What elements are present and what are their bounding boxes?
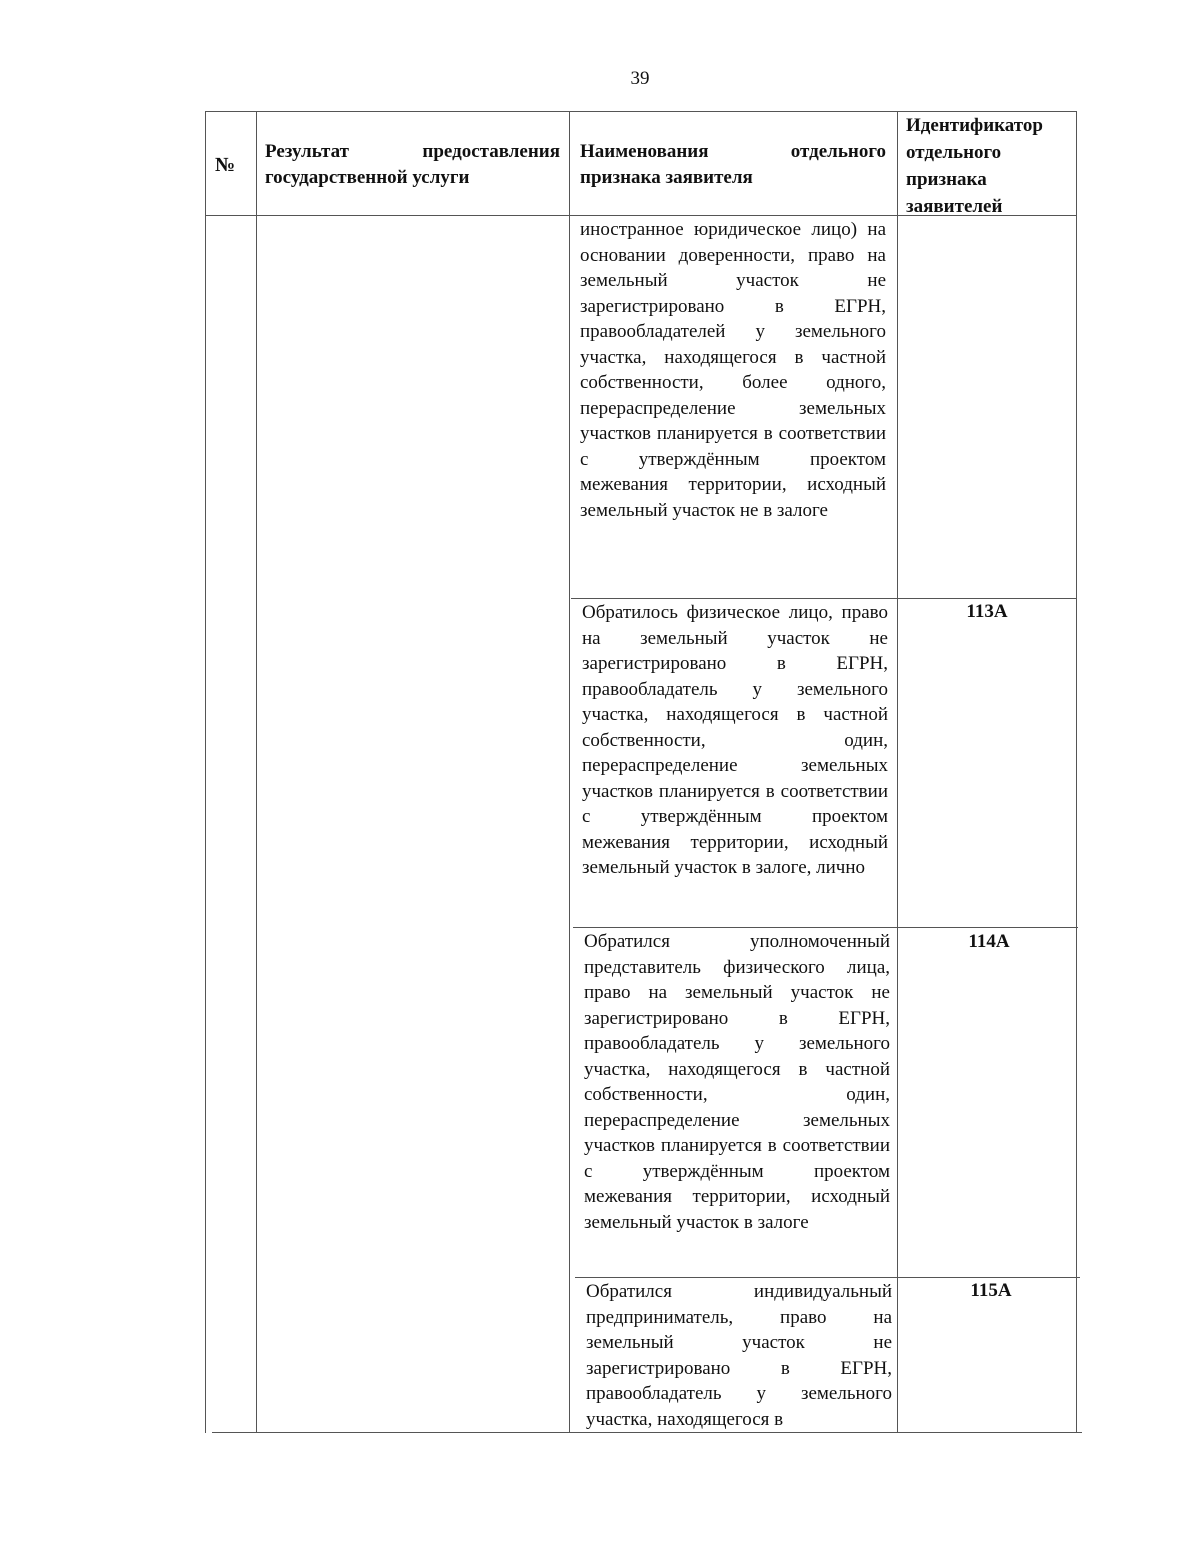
column-divider-num	[256, 111, 257, 1433]
header-feature-name: Наименования отдельного признака заявителя	[580, 141, 886, 188]
column-divider-name	[897, 111, 898, 1433]
feature-text-row-2: Обратилось физическое лицо, право на земельный участок не зарегистрировано в ЕГРН, правообладатель у земельного участка, находящегося в частной собственности, один, перераспределение земельных участков планируется в соответствии с утверждённым проектом межевания территории, исходный земельный участок в залоге, лично	[582, 602, 888, 878]
row-separator-2	[573, 927, 1078, 928]
row-separator-3	[575, 1277, 1080, 1278]
feature-text-row-1: иностранное юридическое лицо) на основании доверенности, право на земельный участок не зарегистрировано в ЕГРН, правообладателей у земельного участка, находящегося в частной собственности, более одного, перераспределение земельных участков планируется в соответствии с утверждённым проектом межевания территории, исходный земельный участок не в залоге	[580, 219, 886, 521]
table-right-border	[1076, 111, 1077, 1433]
table-left-border	[205, 111, 206, 1433]
feature-text-row-3: Обратился уполномоченный представитель физического лица, право на земельный участок не зарегистрировано в ЕГРН, правообладатель у земельного участка, находящегося в частной собственности, один, перераспределение земельных участков планируется в соответствии с утверждённым проектом межевания территории, исходный земельный участок в залоге	[584, 931, 890, 1233]
identifier-row-3: 114А	[968, 931, 1010, 952]
row-separator-1	[571, 598, 1077, 599]
table-bottom-border	[212, 1432, 1082, 1433]
page-number: 39	[630, 68, 650, 89]
header-number: №	[215, 154, 236, 176]
identifier-row-4: 115А	[970, 1280, 1012, 1301]
column-divider-result	[569, 111, 570, 1433]
identifier-row-2: 113А	[966, 601, 1008, 622]
header-result: Результат предоставления государственной услуги	[265, 141, 560, 188]
feature-text-row-4: Обратился индивидуальный предприниматель, право на земельный участок не зарегистрировано в ЕГРН, правообладатель у земельного участка, находящегося в	[586, 1281, 892, 1430]
header-identifier: Идентификатор отдельного признака заявителей	[906, 115, 1043, 217]
